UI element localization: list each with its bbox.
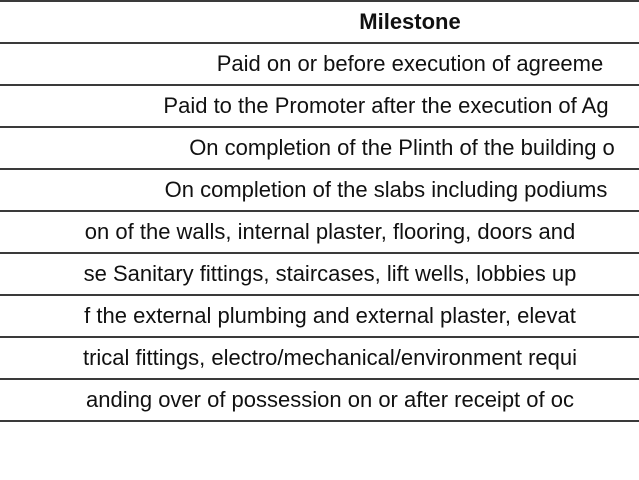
table-header-row [0,1,639,43]
milestone-cell [0,379,639,421]
table-row [0,169,639,211]
milestone-text: f the external plumbing and external plaster, elevat [84,303,576,328]
milestone-text: Paid on or before execution of agreeme [216,51,604,76]
milestone-cell [0,211,639,253]
milestone-cell [0,253,639,295]
table-row [0,295,639,337]
milestone-cell [0,169,639,211]
milestone-text: On completion of the slabs including podiums [164,177,608,202]
milestone-text: se Sanitary fittings, staircases, lift wells, lobbies up [83,261,577,286]
table-row [0,127,639,169]
milestone-cell [0,337,639,379]
milestone-header: Milestone [0,1,639,43]
milestone-cell [0,295,639,337]
table-row [0,211,639,253]
milestone-text: trical fittings, electro/mechanical/environment requi [82,345,577,370]
table-row [0,253,639,295]
milestone-cell [0,43,639,85]
table-row [0,43,639,85]
milestone-text: On completion of the Plinth of the building o [189,135,615,160]
table-row [0,379,639,421]
milestone-text: anding over of possession on or after receipt of oc [86,387,574,412]
milestone-text: on of the walls, internal plaster, flooring, doors and [84,219,576,244]
milestone-text: Paid to the Promoter after the execution of Ag [163,93,609,118]
milestone-cell [0,127,639,169]
table-row [0,85,639,127]
table-row [0,337,639,379]
milestone-cell [0,85,639,127]
